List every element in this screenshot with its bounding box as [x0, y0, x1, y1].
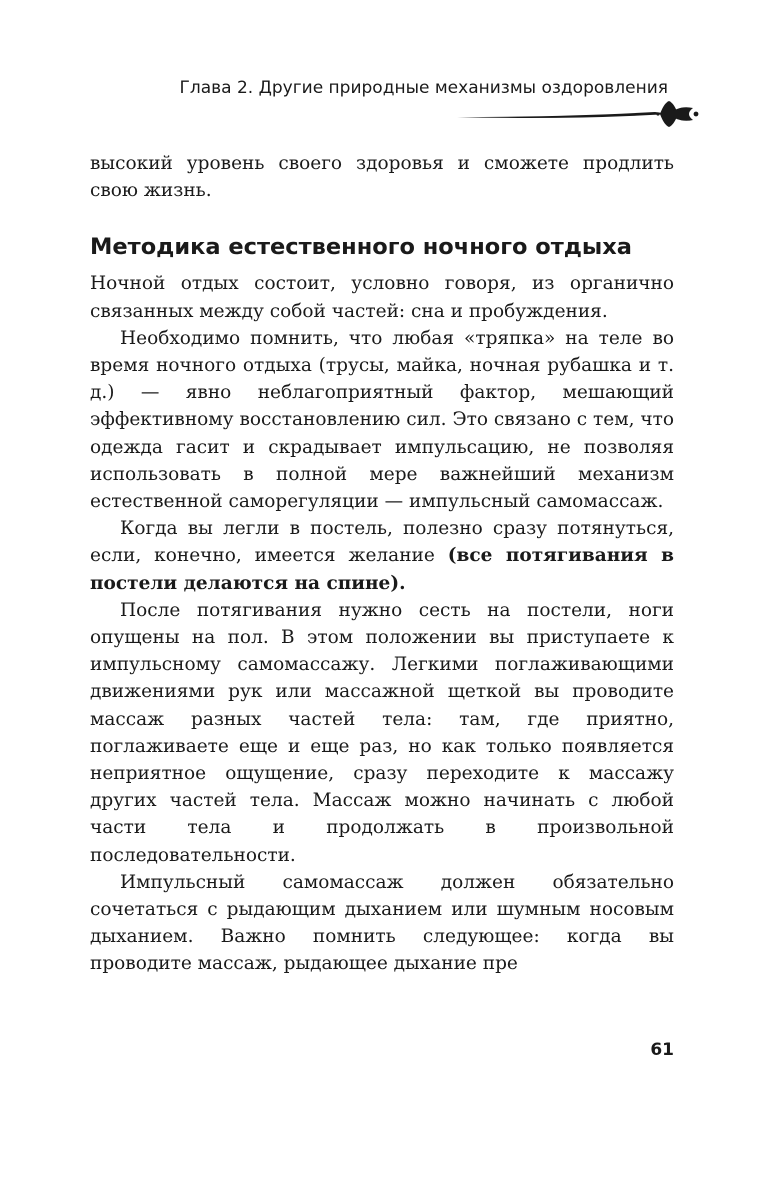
page-number: 61 — [650, 1040, 674, 1060]
header-ornament-icon — [455, 100, 700, 128]
paragraph: Импульсный самомассаж должен обязательно сочетаться с рыдающим дыханием или шумным носовым дыханием. Важно помнить следующее: когда вы проводите массаж, рыдающее дыхание пре — [90, 871, 674, 975]
paragraph: высокий уровень своего здоровья и сможете продлить свою жизнь. — [90, 153, 674, 202]
section-heading: Методика естественного ночного отдыха — [90, 234, 632, 261]
paragraph: Ночной отдых состоит, условно говоря, из органично связанных между собой частей: сна и пробуждения. — [90, 273, 674, 322]
paragraph — [90, 515, 674, 597]
page-content — [90, 150, 674, 978]
paragraph: Необходимо помнить, что любая «тряпка» на теле во время ночного отдыха (трусы, майка, ночная рубашка и т. д.) — явно неблагоприятный фактор, мешающий эффективному восстановлению сил. Это связано с тем, что одежда гасит и скрадывает импульсацию, не позволяя использовать в полной мере важнейший механизм естественной саморегуляции — импульсный самомассаж. — [90, 327, 674, 513]
bold-note: (все потягивания в постели делаются на спине). — [90, 545, 674, 594]
running-header: Глава 2. Другие природные механизмы оздоровления — [179, 78, 668, 98]
paragraph-text: Когда вы легли в постель, полезно сразу потянуться, если, конечно, имеется желание — [90, 518, 674, 567]
paragraph: После потягивания нужно сесть на постели, ноги опущены на пол. В этом положении вы приступаете к импульсному самомассажу. Легкими поглаживающими движениями рук или массажной щеткой вы проводите массаж разных частей тела: там, где приятно, поглаживаете еще и еще раз, но как только появляется неприятное ощущение, сразу переходите к массажу других частей тела. Массаж можно начинать с любой части тела и продолжать в произвольной последовательности. — [90, 599, 674, 866]
